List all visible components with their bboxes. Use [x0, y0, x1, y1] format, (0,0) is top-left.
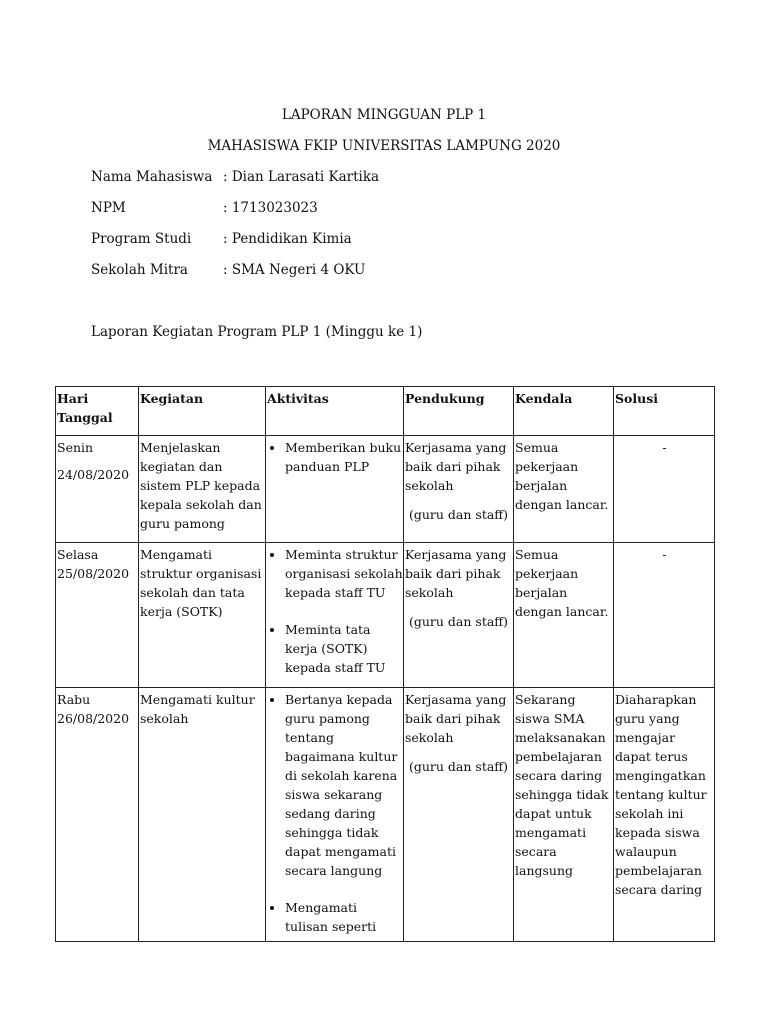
row-date: 25/08/2020 [57, 566, 130, 581]
row-date: 24/08/2020 [57, 467, 130, 482]
info-value: : Dian Larasati Kartika [223, 169, 380, 185]
cell-kegiatan: Mengamati kultur sekolah [139, 688, 266, 942]
list-item: • Bertanya kepada guru pamong tentang bagaimana kultur di sekolah karena siswa sekarang sedang daring sehingga tidak dapat mengamati secara langung [285, 690, 403, 880]
info-row-npm [91, 200, 318, 216]
cell-hari-tanggal [56, 688, 139, 942]
list-item: • Mengamati tulisan seperti [285, 898, 403, 936]
pendukung-note: (guru dan staff) [409, 614, 509, 629]
info-row-nama [91, 169, 379, 185]
cell-aktivitas [266, 543, 404, 688]
info-value: : 1713023023 [223, 200, 318, 216]
info-label: Program Studi [91, 231, 192, 247]
cell-kendala: Sekarang siswa SMA melaksanakan pembelajaran secara daring sehingga tidak dapat untuk mengamati secara langsung [514, 688, 614, 942]
pendukung-note: (guru dan staff) [409, 507, 509, 522]
solusi-text: - [662, 440, 667, 455]
report-title: LAPORAN MINGGUAN PLP 1 [281, 107, 487, 123]
cell-hari-tanggal [56, 436, 139, 543]
cell-solusi [614, 436, 715, 543]
cell-solusi [614, 543, 715, 688]
pendukung-text: Kerjasama yang baik dari pihak sekolah [405, 547, 507, 600]
activity-table [55, 386, 715, 942]
header-kegiatan: Kegiatan [139, 387, 266, 436]
table-row [56, 436, 715, 543]
cell-pendukung [404, 543, 514, 688]
pendukung-text: Kerjasama yang baik dari pihak sekolah [405, 440, 507, 493]
cell-pendukung [404, 436, 514, 543]
list-item: • Meminta tata kerja (SOTK) kepada staff TU [285, 620, 403, 677]
table-row [56, 688, 715, 942]
row-day: Rabu [57, 692, 91, 707]
pendukung-text: Kerjasama yang baik dari pihak sekolah [405, 692, 507, 745]
cell-hari-tanggal [56, 543, 139, 688]
header-hari-tanggal: Hari Tanggal [56, 387, 139, 436]
cell-kegiatan: Mengamati struktur organisasi sekolah dan tata kerja (SOTK) [139, 543, 266, 688]
row-date: 26/08/2020 [57, 711, 130, 726]
header-pendukung: Pendukung [404, 387, 514, 436]
cell-aktivitas [266, 436, 404, 543]
header-aktivitas: Aktivitas [266, 387, 404, 436]
row-day: Senin [57, 440, 94, 455]
table-row [56, 543, 715, 688]
cell-aktivitas [266, 688, 404, 942]
cell-solusi: Diaharapkan guru yang mengajar dapat terus mengingatkan tentang kultur sekolah ini kepada siswa walaupun pembelajaran secara daring [614, 688, 715, 942]
pendukung-note: (guru dan staff) [409, 759, 509, 774]
table-header-row [56, 387, 715, 436]
cell-pendukung [404, 688, 514, 942]
header-solusi: Solusi [614, 387, 715, 436]
info-value: : SMA Negeri 4 OKU [223, 262, 366, 278]
info-value: : Pendidikan Kimia [223, 231, 352, 247]
report-intro: Laporan Kegiatan Program PLP 1 (Minggu ke 1) [91, 324, 423, 340]
info-label: NPM [91, 200, 126, 216]
info-row-prodi [91, 231, 352, 247]
solusi-text: - [662, 547, 667, 562]
info-label: Sekolah Mitra [91, 262, 188, 278]
list-item: • Memberikan buku panduan PLP [285, 438, 403, 476]
cell-kendala: Semua pekerjaan berjalan dengan lancar. [514, 543, 614, 688]
info-label: Nama Mahasiswa [91, 169, 213, 185]
info-row-sekolah [91, 262, 365, 278]
list-item: • Meminta struktur organisasi sekolah kepada staff TU [285, 545, 403, 602]
cell-kegiatan: Menjelaskan kegiatan dan sistem PLP kepada kepala sekolah dan guru pamong [139, 436, 266, 543]
report-subtitle: MAHASISWA FKIP UNIVERSITAS LAMPUNG 2020 [207, 138, 561, 154]
cell-kendala: Semua pekerjaan berjalan dengan lancar. [514, 436, 614, 543]
row-day: Selasa [57, 547, 99, 562]
header-kendala: Kendala [514, 387, 614, 436]
